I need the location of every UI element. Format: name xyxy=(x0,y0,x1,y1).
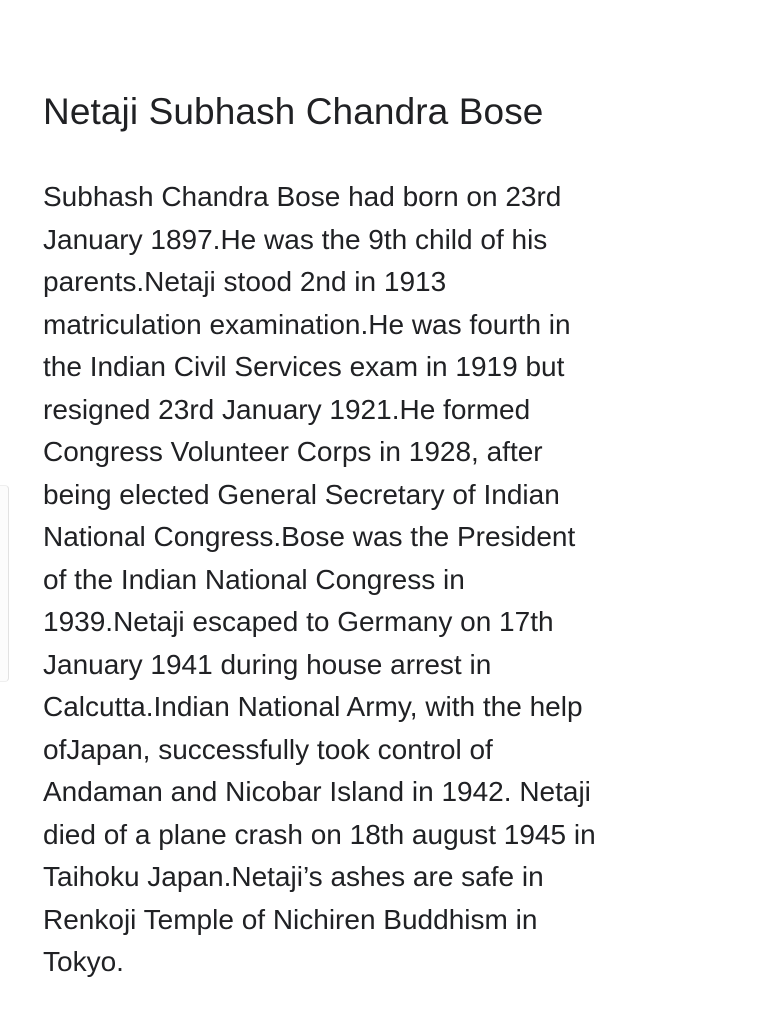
body-line: Andaman and Nicobar Island in 1942. Netaji xyxy=(43,776,591,807)
left-edge-tab xyxy=(0,485,9,682)
body-line: Calcutta.Indian National Army, with the help xyxy=(43,691,583,722)
body-line: resigned 23rd January 1921.He formed xyxy=(43,393,531,425)
body-line: Congress Volunteer Corps in 1928, after xyxy=(43,436,543,467)
body-line: Subhash Chandra Bose had born on 23rd xyxy=(43,181,562,212)
document-title: Netaji Subhash Chandra Bose xyxy=(43,91,544,132)
body-line: Taihoku Japan.Netaji’s ashes are safe in xyxy=(43,861,544,892)
body-line: being elected General Secretary of Indian xyxy=(43,478,560,510)
body-line: matriculation examination.He was fourth in xyxy=(43,308,571,340)
body-line: ofJapan, successfully took control of xyxy=(43,733,493,765)
body-line: parents.Netaji stood 2nd in 1913 xyxy=(43,266,447,297)
body-line: January 1897.He was the 9th child of his xyxy=(43,223,548,255)
body-line: Tokyo. xyxy=(43,946,124,977)
body-line: Renkoji Temple of Nichiren Buddhism in xyxy=(43,903,538,935)
body-line: the Indian Civil Services exam in 1919 but xyxy=(43,351,565,382)
body-line: of the Indian National Congress in xyxy=(43,563,465,595)
body-line: 1939.Netaji escaped to Germany on 17th xyxy=(43,606,554,637)
body-line: January 1941 during house arrest in xyxy=(43,648,492,680)
body-line: died of a plane crash on 18th august 1945 in xyxy=(43,818,596,850)
document-body xyxy=(43,176,743,984)
body-line: National Congress.Bose was the President xyxy=(43,521,576,552)
